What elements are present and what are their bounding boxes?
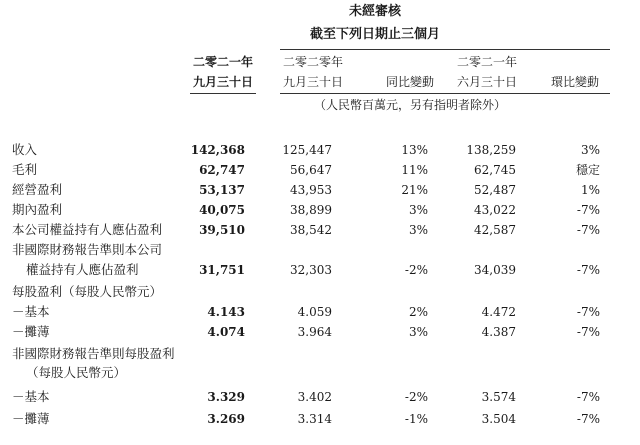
value-col5: -7%	[576, 305, 600, 319]
value-col3: -2%	[404, 390, 428, 404]
value-col1: 39,510	[199, 223, 245, 237]
value-col1: 4.074	[207, 325, 245, 339]
header-rule	[280, 49, 610, 50]
value-col3: 13%	[401, 143, 428, 157]
value-col4: 3.574	[481, 390, 516, 404]
value-col5: -7%	[576, 203, 600, 217]
col1-header-line2: 九月三十日	[192, 75, 253, 89]
value-col5: -7%	[576, 390, 600, 404]
table-subtitle: 截至下列日期止三個月	[309, 27, 440, 42]
value-col5: -7%	[576, 223, 600, 237]
table-row	[0, 345, 640, 365]
units-note: （人民幣百萬元，另有指明者除外）	[313, 98, 506, 112]
row-label: 經營盈利	[12, 182, 63, 197]
col4-header-line1: 二零二一年	[456, 55, 517, 69]
table-row	[0, 388, 640, 408]
col3-header-line2: 同比變動	[385, 75, 434, 89]
value-col1: 62,747	[199, 163, 245, 177]
col2-header-line1: 二零二零年	[282, 55, 343, 69]
row-label: 權益持有人應佔盈利	[26, 262, 139, 277]
table-row	[0, 410, 640, 430]
value-col1: 53,137	[199, 183, 245, 197]
value-col4: 62,745	[474, 163, 516, 177]
row-label: －基本	[12, 304, 50, 319]
value-col5: 1%	[580, 183, 600, 197]
table-row	[0, 261, 640, 281]
value-col5: -7%	[576, 325, 600, 339]
value-col2: 3.402	[297, 390, 332, 404]
value-col4: 52,487	[474, 183, 516, 197]
table-title: 未經審核	[348, 4, 401, 19]
row-label: 非國際財務報告準則每股盈利	[12, 346, 175, 361]
value-col1: 31,751	[199, 263, 245, 277]
row-label: 本公司權益持有人應佔盈利	[12, 222, 163, 237]
columns-underline	[280, 93, 610, 94]
table-row	[0, 201, 640, 221]
row-label: －基本	[12, 389, 50, 404]
row-label: －攤薄	[12, 411, 50, 426]
value-col4: 4.387	[481, 325, 516, 339]
table-row	[0, 181, 640, 201]
value-col1: 3.329	[207, 390, 245, 404]
value-col2: 43,953	[290, 183, 332, 197]
value-col2: 125,447	[282, 143, 332, 157]
value-col2: 3.314	[297, 412, 332, 426]
value-col5: -7%	[576, 263, 600, 277]
value-col3: 3%	[408, 203, 428, 217]
value-col3: 2%	[408, 305, 428, 319]
row-label: 期內盈利	[12, 202, 63, 217]
row-label: （每股人民幣元）	[26, 365, 127, 380]
table-row	[0, 364, 640, 384]
value-col4: 43,022	[474, 203, 516, 217]
table-row	[0, 283, 640, 303]
row-label: －攤薄	[12, 324, 50, 339]
value-col3: -1%	[404, 412, 428, 426]
col4-header-line2: 六月三十日	[456, 75, 517, 89]
table-row	[0, 303, 640, 323]
value-col3: -2%	[404, 263, 428, 277]
value-col1: 142,368	[190, 143, 245, 157]
row-label: 毛利	[12, 162, 38, 177]
table-row	[0, 323, 640, 343]
value-col3: 3%	[408, 325, 428, 339]
value-col2: 38,542	[290, 223, 332, 237]
value-col4: 138,259	[466, 143, 516, 157]
value-col4: 42,587	[474, 223, 516, 237]
value-col2: 32,303	[290, 263, 332, 277]
value-col1: 3.269	[207, 412, 245, 426]
col2-header-line2: 九月三十日	[282, 75, 343, 89]
col5-header-line2: 環比變動	[550, 75, 599, 89]
table-row	[0, 141, 640, 161]
value-col4: 3.504	[481, 412, 516, 426]
value-col2: 38,899	[290, 203, 332, 217]
value-col1: 40,075	[199, 203, 245, 217]
col1-underline	[190, 93, 256, 94]
value-col2: 3.964	[297, 325, 332, 339]
value-col2: 56,647	[290, 163, 332, 177]
value-col3: 21%	[401, 183, 428, 197]
row-label: 每股盈利（每股人民幣元）	[12, 284, 163, 299]
col1-header-line1: 二零二一年	[192, 55, 253, 69]
value-col3: 3%	[408, 223, 428, 237]
value-col5: 3%	[580, 143, 600, 157]
row-label: 非國際財務報告準則本公司	[12, 242, 163, 257]
value-col5: 穩定	[575, 163, 600, 177]
table-row	[0, 161, 640, 181]
value-col4: 34,039	[474, 263, 516, 277]
value-col1: 4.143	[207, 305, 245, 319]
value-col3: 11%	[401, 163, 428, 177]
value-col4: 4.472	[481, 305, 516, 319]
row-label: 收入	[12, 142, 38, 157]
table-row	[0, 241, 640, 261]
value-col2: 4.059	[297, 305, 332, 319]
table-row	[0, 221, 640, 241]
value-col5: -7%	[576, 412, 600, 426]
